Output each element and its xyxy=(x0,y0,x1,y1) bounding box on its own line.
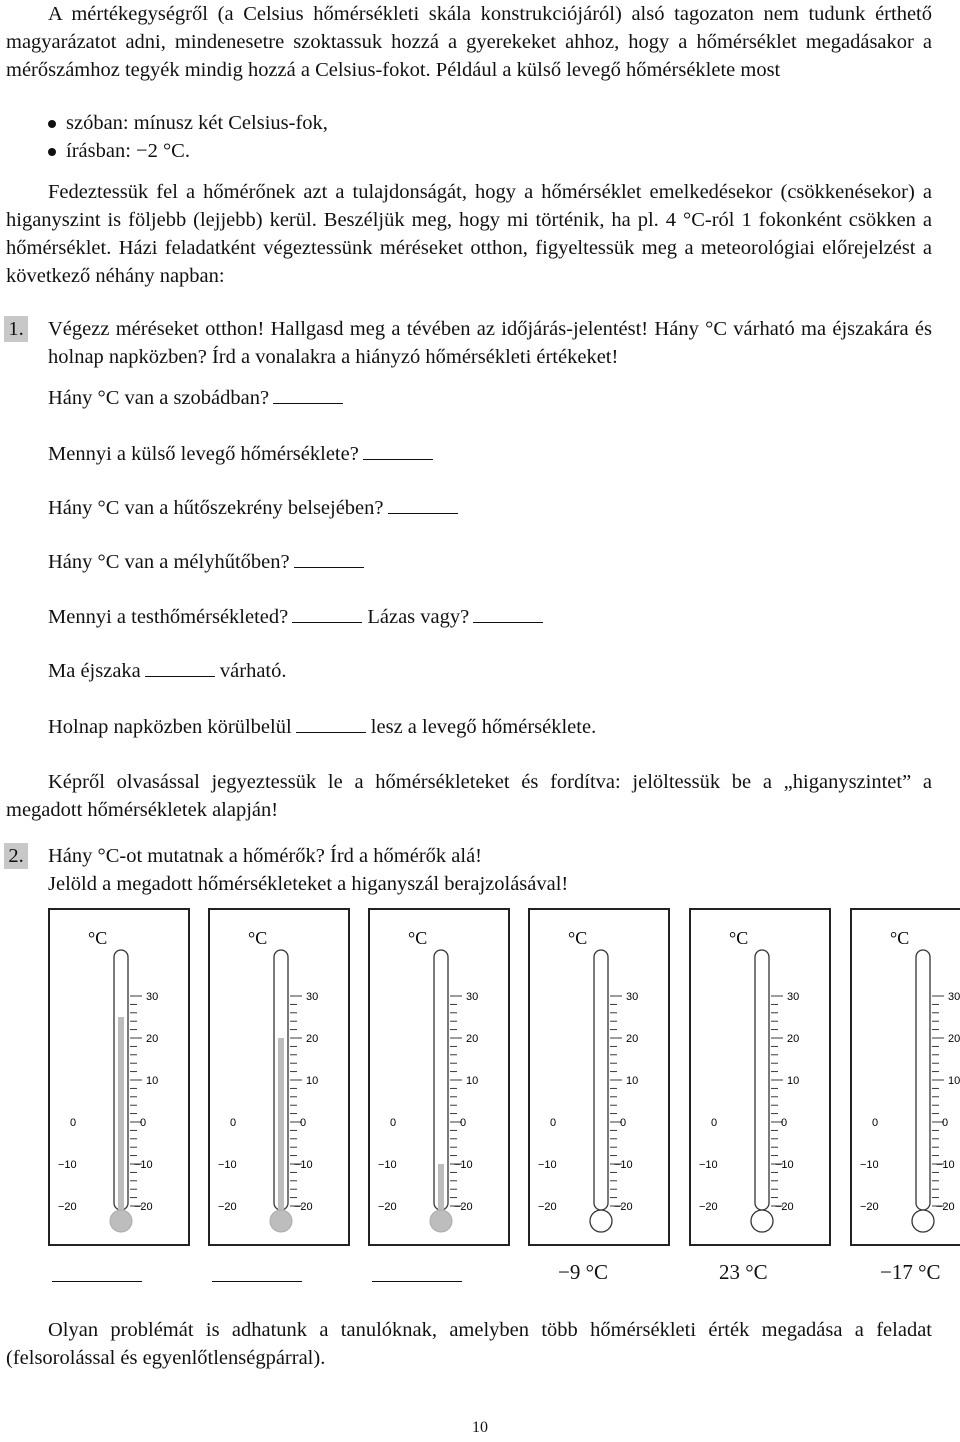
question-tomorrow-text-b: lesz a levegő hőmérséklete. xyxy=(370,716,597,738)
scale-label: −20 xyxy=(294,1201,313,1213)
scale-label: −20 xyxy=(860,1201,879,1213)
answer-blank-fridge[interactable] xyxy=(388,495,458,514)
thermometer-answer-label: 23 °C xyxy=(719,1260,768,1284)
thermometer-bulb xyxy=(912,1210,934,1232)
answer-blank-freezer[interactable] xyxy=(294,549,364,568)
task-number-2: 2. xyxy=(4,843,28,869)
answer-blank-body[interactable] xyxy=(292,604,362,623)
scale-label: 30 xyxy=(306,991,319,1003)
question-night xyxy=(48,657,287,685)
bullet-written xyxy=(48,137,190,165)
task2-line1: Hány °C-ot mutatnak a hőmérők? Írd a hőmérők alá! xyxy=(48,845,482,867)
scale-label: −20 xyxy=(58,1201,77,1213)
question-tomorrow xyxy=(48,713,596,741)
thermometer-answer-label: −9 °C xyxy=(558,1260,608,1284)
scale-label: −10 xyxy=(936,1159,955,1171)
thermometer-answer-blank[interactable] xyxy=(372,1281,462,1282)
scale-label: −10 xyxy=(614,1159,633,1171)
scale-label: 10 xyxy=(306,1075,319,1087)
scale-label: −20 xyxy=(614,1201,633,1213)
thermometer-tube xyxy=(594,950,608,1210)
scale-label: 0 xyxy=(711,1117,718,1129)
scale-label: 10 xyxy=(787,1075,800,1087)
thermometer-tube xyxy=(755,950,769,1210)
scale-label: −20 xyxy=(378,1201,397,1213)
scale-label: 10 xyxy=(626,1075,639,1087)
scale-label: 20 xyxy=(787,1033,800,1045)
question-room-text: Hány °C van a szobádban? xyxy=(48,387,270,409)
answer-blank-tomorrow[interactable] xyxy=(296,714,366,733)
thermometer-bulb xyxy=(590,1210,612,1232)
thermometer-unit-label: °C xyxy=(88,928,108,948)
thermometer-answer-label: −17 °C xyxy=(880,1260,941,1284)
question-freezer-text: Hány °C van a mélyhűtőben? xyxy=(48,551,290,573)
readoff-paragraph: Képről olvasással jegyeztessük le a hőmérsékleteket és fordítva: jelöltessük be a „higanyszintet” a megadott hőmérsékletek alapján! xyxy=(6,771,932,821)
scale-label: 20 xyxy=(626,1033,639,1045)
thermometer-unit-label: °C xyxy=(890,928,910,948)
scale-label: −20 xyxy=(134,1201,153,1213)
scale-label: −20 xyxy=(538,1201,557,1213)
thermometer-4 xyxy=(528,908,670,1246)
question-freezer xyxy=(48,548,364,576)
thermometer-1 xyxy=(48,908,190,1246)
scale-label: 0 xyxy=(460,1117,467,1129)
question-fever-text: Lázas vagy? xyxy=(367,606,470,628)
bullet-written-text: írásban: −2 °C. xyxy=(66,140,190,162)
scale-label: −10 xyxy=(775,1159,794,1171)
question-fridge-text: Hány °C van a hűtőszekrény belsejében? xyxy=(48,497,384,519)
bullet-icon xyxy=(48,120,56,128)
scale-label: 10 xyxy=(146,1075,159,1087)
scale-label: 20 xyxy=(466,1033,479,1045)
scale-label: −10 xyxy=(218,1159,237,1171)
answer-blank-room[interactable] xyxy=(273,385,343,404)
thermometer-unit-label: °C xyxy=(729,928,749,948)
scale-label: 10 xyxy=(948,1075,960,1087)
scale-label: 10 xyxy=(466,1075,479,1087)
thermometer-answer-blank[interactable] xyxy=(212,1281,302,1282)
scale-label: 30 xyxy=(787,991,800,1003)
thermometer-unit-label: °C xyxy=(568,928,588,948)
scale-label: 30 xyxy=(948,991,960,1003)
question-night-text-a: Ma éjszaka xyxy=(48,660,141,682)
scale-label: 20 xyxy=(948,1033,960,1045)
scale-label: 0 xyxy=(942,1117,949,1129)
thermometer-unit-label: °C xyxy=(408,928,428,948)
thermometer-bulb xyxy=(110,1210,132,1232)
thermometer-2 xyxy=(208,908,350,1246)
question-body xyxy=(48,603,543,631)
answer-blank-night[interactable] xyxy=(145,658,215,677)
bullet-spoken-text: szóban: mínusz két Celsius-fok, xyxy=(66,112,328,134)
scale-label: 0 xyxy=(230,1117,237,1129)
closing-paragraph: Olyan problémát is adhatunk a tanulóknak, amelyben több hőmérsékleti érték megadása a feladat (felsorolással és egyenlőtlenségpárral). xyxy=(6,1319,932,1369)
task-number-1: 1. xyxy=(4,316,28,342)
answer-blank-outside[interactable] xyxy=(363,441,433,460)
scale-label: −10 xyxy=(860,1159,879,1171)
question-tomorrow-text-a: Holnap napközben körülbelül xyxy=(48,716,292,738)
thermometer-3 xyxy=(368,908,510,1246)
thermometer-6 xyxy=(850,908,960,1246)
scale-label: 0 xyxy=(872,1117,879,1129)
intro-paragraph: A mértékegységről (a Celsius hőmérsékleti skála konstrukciójáról) alsó tagozaton nem tudunk érthető magyarázatot adni, mindenesetre szoktassuk hozzá a gyerekeket ahhoz, hogy a hőmérséklet megadásakor a mérőszámhoz tegyék mindig hozzá a Celsius-fokot. Például a külső levegő hőmérséklete most xyxy=(6,3,932,81)
scale-label: −10 xyxy=(58,1159,77,1171)
scale-label: 0 xyxy=(781,1117,788,1129)
scale-label: −20 xyxy=(454,1201,473,1213)
bullet-icon xyxy=(48,148,56,156)
scale-label: −10 xyxy=(699,1159,718,1171)
scale-label: −10 xyxy=(538,1159,557,1171)
bullet-spoken xyxy=(48,109,328,137)
scale-label: 0 xyxy=(620,1117,627,1129)
task2-line2: Jelöld a megadott hőmérsékleteket a higanyszál berajzolásával! xyxy=(48,873,569,895)
scale-label: 30 xyxy=(146,991,159,1003)
mercury-column xyxy=(118,1017,124,1221)
scale-label: −10 xyxy=(134,1159,153,1171)
thermometer-bulb xyxy=(430,1210,452,1232)
thermometer-tube xyxy=(916,950,930,1210)
scale-label: −10 xyxy=(378,1159,397,1171)
thermometer-bulb xyxy=(270,1210,292,1232)
question-outside-text: Mennyi a külső levegő hőmérséklete? xyxy=(48,443,359,465)
mercury-column xyxy=(278,1038,284,1221)
scale-label: −20 xyxy=(699,1201,718,1213)
scale-label: −10 xyxy=(454,1159,473,1171)
question-outside xyxy=(48,440,433,468)
task1-instructions: Végezz méréseket otthon! Hallgasd meg a tévében az időjárás-jelentést! Hány °C várható ma éjszakára és holnap napközben? Írd a vonalakra a hiányzó hőmérsékleti értékeket! xyxy=(48,318,932,368)
scale-label: 0 xyxy=(140,1117,147,1129)
discover-paragraph: Fedeztessük fel a hőmérőnek azt a tulajdonságát, hogy a hőmérséklet emelkedésekor (csökkenésekor) a higanyszint is följebb (lejjebb) kerül. Beszéljük meg, hogy mi történik, ha pl. 4 °C-ról 1 fokonként csökken a hőmérséklet. Házi feladatként végeztessünk méréseket otthon, figyeltessük meg a meteorológiai előrejelzést a következő néhány napban: xyxy=(6,181,932,287)
scale-label: −10 xyxy=(294,1159,313,1171)
scale-label: 0 xyxy=(300,1117,307,1129)
thermometer-5 xyxy=(689,908,831,1246)
question-night-text-b: várható. xyxy=(219,660,287,682)
thermometer-answer-blank[interactable] xyxy=(52,1281,142,1282)
scale-label: −20 xyxy=(775,1201,794,1213)
question-body-text: Mennyi a testhőmérsékleted? xyxy=(48,606,289,628)
scale-label: 0 xyxy=(550,1117,557,1129)
scale-label: 30 xyxy=(626,991,639,1003)
page-number: 10 xyxy=(472,1419,488,1436)
thermometer-unit-label: °C xyxy=(248,928,268,948)
question-room xyxy=(48,384,343,412)
scale-label: 30 xyxy=(466,991,479,1003)
thermometer-bulb xyxy=(751,1210,773,1232)
scale-label: −20 xyxy=(936,1201,955,1213)
scale-label: 20 xyxy=(306,1033,319,1045)
scale-label: 20 xyxy=(146,1033,159,1045)
scale-label: 0 xyxy=(70,1117,77,1129)
scale-label: −20 xyxy=(218,1201,237,1213)
question-fridge xyxy=(48,494,458,522)
answer-blank-fever[interactable] xyxy=(473,604,543,623)
scale-label: 0 xyxy=(390,1117,397,1129)
